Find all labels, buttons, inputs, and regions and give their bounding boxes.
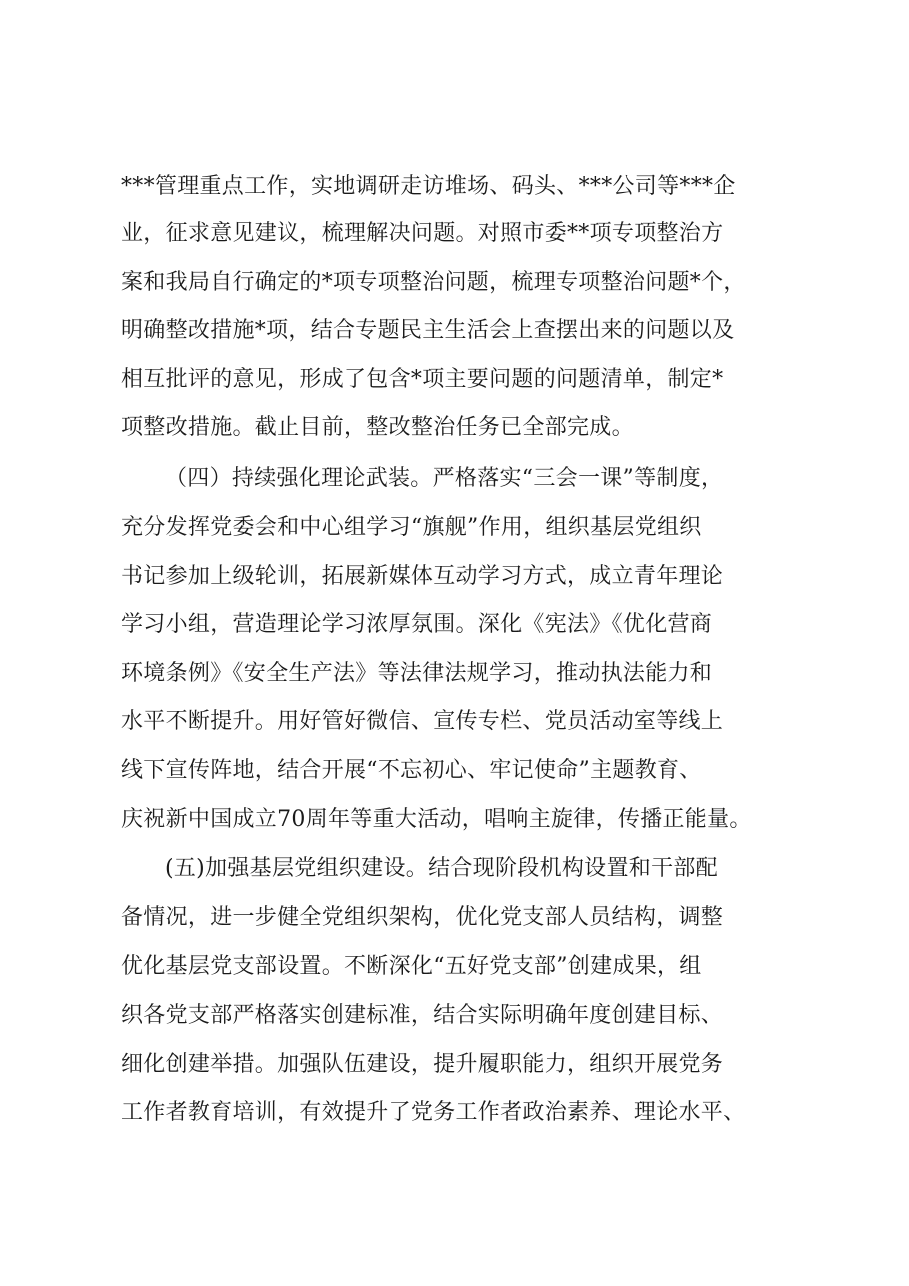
paragraph-line: 线下宣传阵地，结合开展“不忘初心、牢记使命”主题教育、 [121, 758, 702, 783]
section-heading-line: (五)加强基层党组织建设。结合现阶段机构设置和干部配 [165, 856, 718, 881]
paragraph-line: 业，征求意见建议，梳理解决问题。对照市委**项专项整治方 [121, 221, 724, 246]
paragraph-line: 优化基层党支部设置。不断深化“五好党支部”创建成果，组 [121, 954, 702, 979]
paragraph-line: 明确整改措施*项，结合专题民主生活会上查摆出来的问题以及 [121, 318, 735, 343]
section-heading-line: （四）持续强化理论武装。严格落实“三会一课”等制度， [165, 466, 724, 491]
paragraph-line: 案和我局自行确定的*项专项整治问题，梳理专项整治问题*个， [121, 270, 746, 295]
paragraph-line: 水平不断提升。用好管好微信、宣传专栏、党员活动室等线上 [121, 709, 724, 734]
paragraph-line: 庆祝新中国成立70周年等重大活动，唱响主旋律，传播正能量。 [121, 807, 752, 832]
paragraph-line: 织各党支部严格落实创建标准，结合实际明确年度创建目标、 [121, 1003, 724, 1028]
paragraph-line: 项整改措施。截止目前，整改整治任务已全部完成。 [121, 415, 634, 440]
paragraph-line: 备情况，进一步健全党组织架构，优化党支部人员结构，调整 [121, 905, 724, 930]
paragraph-line: 充分发挥党委会和中心组学习“旗舰”作用，组织基层党组织 [121, 515, 702, 540]
paragraph-line: 细化创建举措。加强队伍建设，提升履职能力，组织开展党务 [121, 1052, 724, 1077]
paragraph-line: 工作者教育培训，有效提升了党务工作者政治素养、理论水平、 [121, 1100, 746, 1125]
paragraph-line: ***管理重点工作，实地调研走访堆场、码头、***公司等***企 [121, 174, 736, 199]
paragraph-line: 相互批评的意见，形成了包含*项主要问题的问题清单，制定* [121, 367, 724, 392]
paragraph-line: 书记参加上级轮训，拓展新媒体互动学习方式，成立青年理论 [121, 564, 724, 589]
paragraph-line: 学习小组，营造理论学习浓厚氛围。深化《宪法》《优化营商 [121, 612, 713, 637]
paragraph-line: 环境条例》《安全生产法》等法律法规学习，推动执法能力和 [121, 661, 713, 686]
